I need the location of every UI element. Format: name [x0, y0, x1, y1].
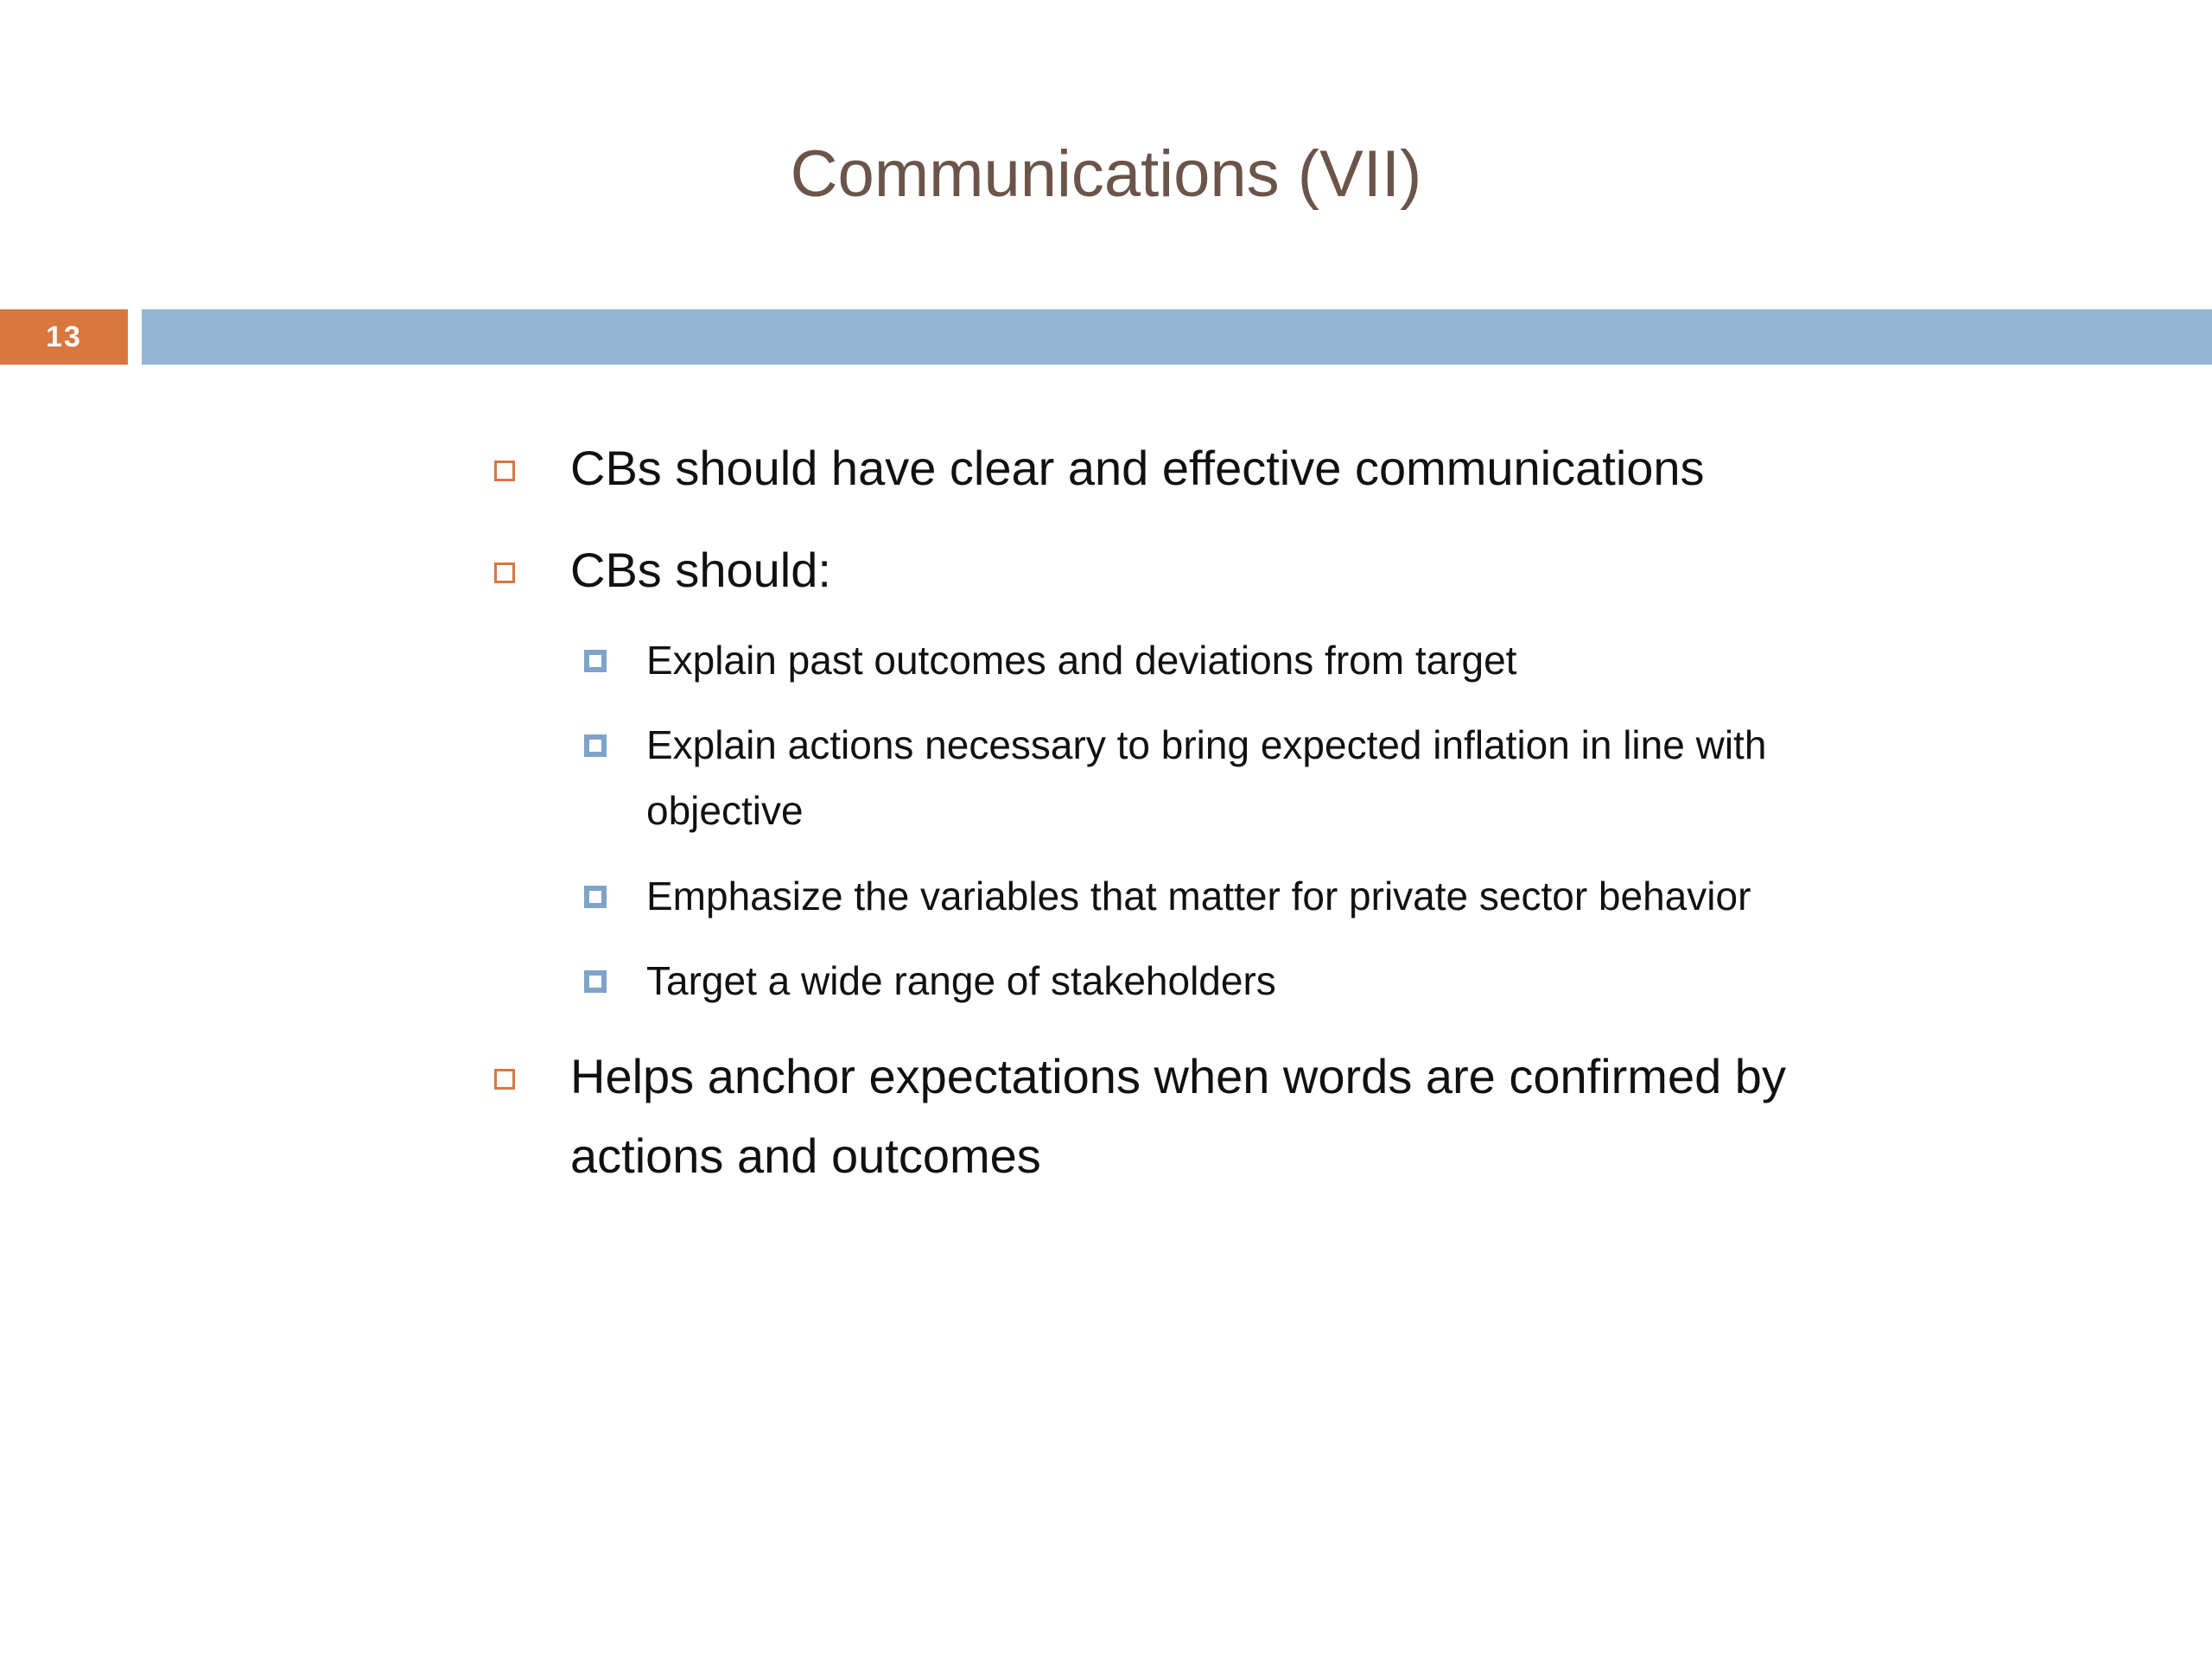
square-bullet-icon [494, 461, 515, 481]
square-sub-bullet-icon [584, 970, 607, 993]
square-bullet-icon [494, 563, 515, 583]
sub-bullet-text: Target a wide range of stakeholders [646, 958, 1276, 1003]
slide-number-badge: 13 [0, 309, 128, 365]
bullet-text: CBs should: [570, 543, 831, 597]
bullet-text: Helps anchor expectations when words are confirmed by actions and outcomes [570, 1049, 1786, 1183]
sub-bullet-text: Emphasize the variables that matter for private sector behavior [646, 874, 1751, 918]
square-sub-bullet-icon [584, 650, 607, 672]
bullet-text: CBs should have clear and effective communications [570, 441, 1705, 495]
slide-title: Communications (VII) [790, 137, 1422, 211]
square-sub-bullet-icon [584, 734, 607, 757]
sub-bullet-text: Explain actions necessary to bring expected inflation in line with objective [646, 722, 1767, 833]
sub-bullet-text: Explain past outcomes and deviations from target [646, 638, 1517, 683]
square-sub-bullet-icon [584, 886, 607, 908]
square-bullet-icon [494, 1069, 515, 1090]
